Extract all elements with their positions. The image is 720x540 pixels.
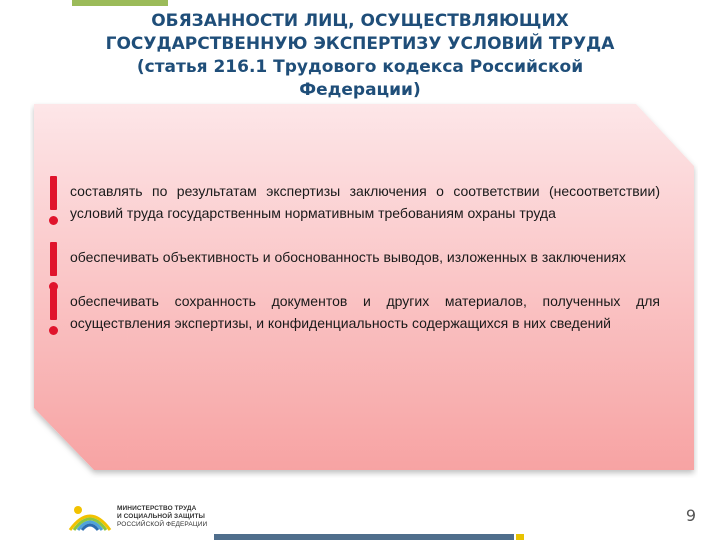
title-line-3: (статья 216.1 Трудового кодекса Российской: [136, 57, 584, 77]
exclamation-icon: [47, 286, 61, 350]
title-line-2: ГОСУДАРСТВЕННУЮ ЭКСПЕРТИЗУ УСЛОВИЙ ТРУДА: [105, 34, 615, 54]
title-line-4: Федерации): [299, 80, 421, 100]
title-line-1: ОБЯЗАННОСТИ ЛИЦ, ОСУЩЕСТВЛЯЮЩИХ: [151, 11, 569, 31]
list-item: [70, 246, 660, 268]
duty-text: составлять по результатам экспертизы заключения о соответствии (несоответствии) условий труда государственным нормативным требованиям охраны труда: [70, 183, 660, 221]
duty-text: обеспечивать объективность и обоснованность выводов, изложенных в заключениях: [70, 249, 626, 265]
ministry-line-1: МИНИСТЕРСТВО ТРУДА: [117, 505, 197, 512]
page-number: 9: [685, 506, 696, 525]
footer-accent: [516, 534, 524, 540]
ministry-logo-icon: [68, 500, 112, 534]
duties-panel: [30, 100, 698, 478]
page-title: [20, 10, 700, 102]
ministry-line-3: РОССИЙСКОЙ ФЕДЕРАЦИИ: [117, 521, 208, 528]
ministry-name: [117, 505, 207, 529]
duties-list: [70, 180, 660, 356]
duty-text: обеспечивать сохранность документов и других материалов, полученных для осуществления экспертизы, и конфиденциальность содержащихся в них сведений: [70, 293, 660, 331]
list-item: [70, 180, 660, 224]
exclamation-icon: [47, 176, 61, 240]
ministry-line-2: И СОЦИАЛЬНОЙ ЗАЩИТЫ: [117, 513, 206, 520]
footer-bar: [214, 534, 514, 540]
list-item: [70, 290, 660, 334]
top-accent-bar: [72, 0, 168, 6]
